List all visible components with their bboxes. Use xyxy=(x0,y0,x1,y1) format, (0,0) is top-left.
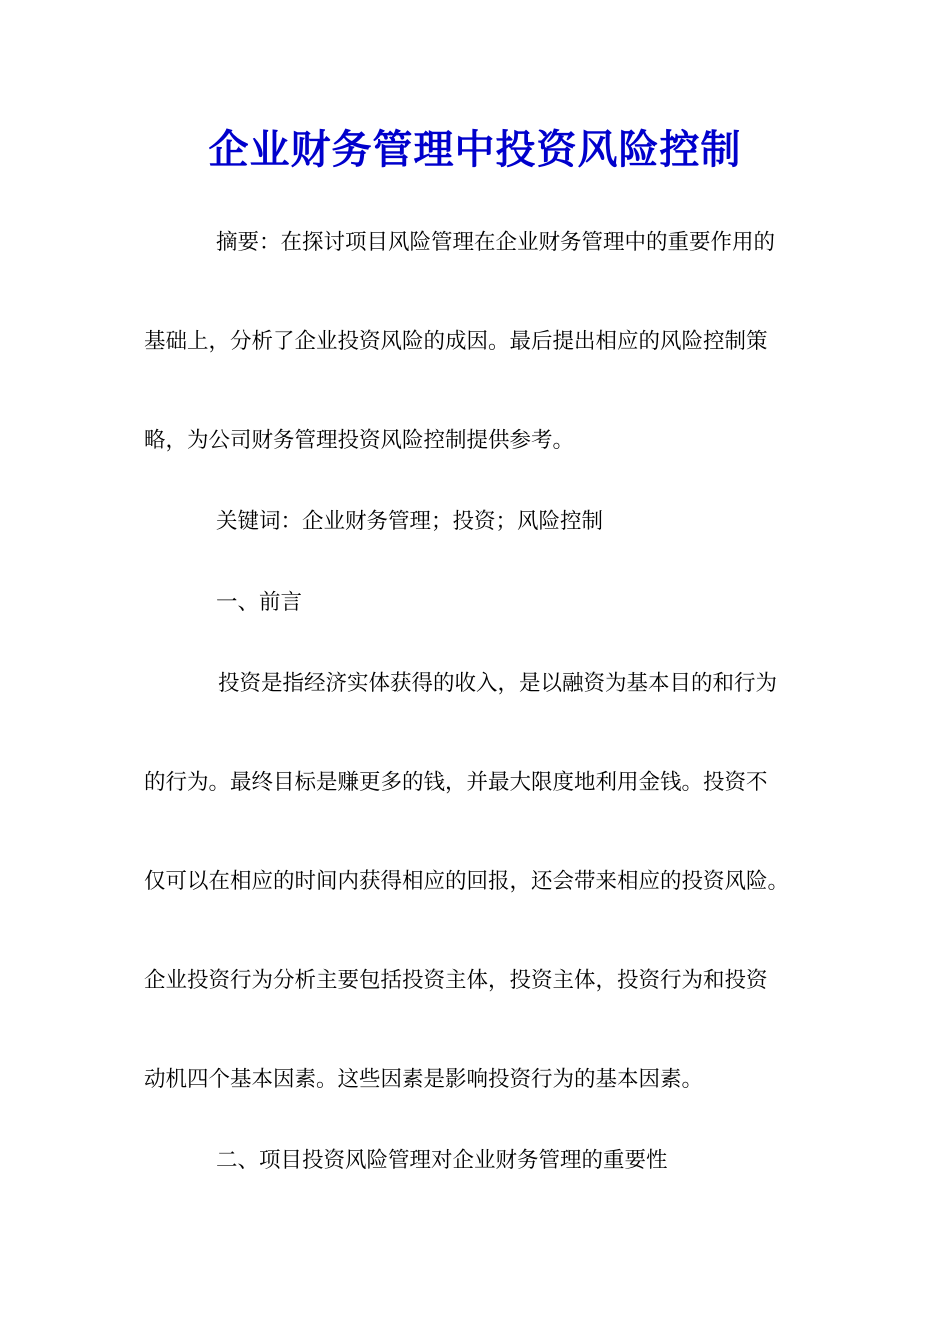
body-line-1: 投资是指经济实体获得的收入，是以融资为基本目的和行为 xyxy=(218,671,778,696)
document-title: 企业财务管理中投资风险控制 xyxy=(208,126,742,173)
section-heading-preface: 一、前言 xyxy=(216,590,303,615)
abstract-line-1: 摘要：在探讨项目风险管理在企业财务管理中的重要作用的 xyxy=(216,230,776,255)
abstract-line-2: 基础上，分析了企业投资风险的成因。最后提出相应的风险控制策 xyxy=(144,329,768,354)
section-heading-importance: 二、项目投资风险管理对企业财务管理的重要性 xyxy=(216,1148,668,1173)
body-line-2: 的行为。最终目标是赚更多的钱，并最大限度地利用金钱。投资不 xyxy=(144,770,768,795)
body-line-4: 企业投资行为分析主要包括投资主体，投资主体，投资行为和投资 xyxy=(144,968,768,993)
body-line-3: 仅可以在相应的时间内获得相应的回报，还会带来相应的投资风险。 xyxy=(144,869,790,894)
body-line-5: 动机四个基本因素。这些因素是影响投资行为的基本因素。 xyxy=(144,1067,704,1092)
keywords-line: 关键词：企业财务管理；投资；风险控制 xyxy=(216,509,604,534)
abstract-line-3: 略，为公司财务管理投资风险控制提供参考。 xyxy=(144,428,575,453)
